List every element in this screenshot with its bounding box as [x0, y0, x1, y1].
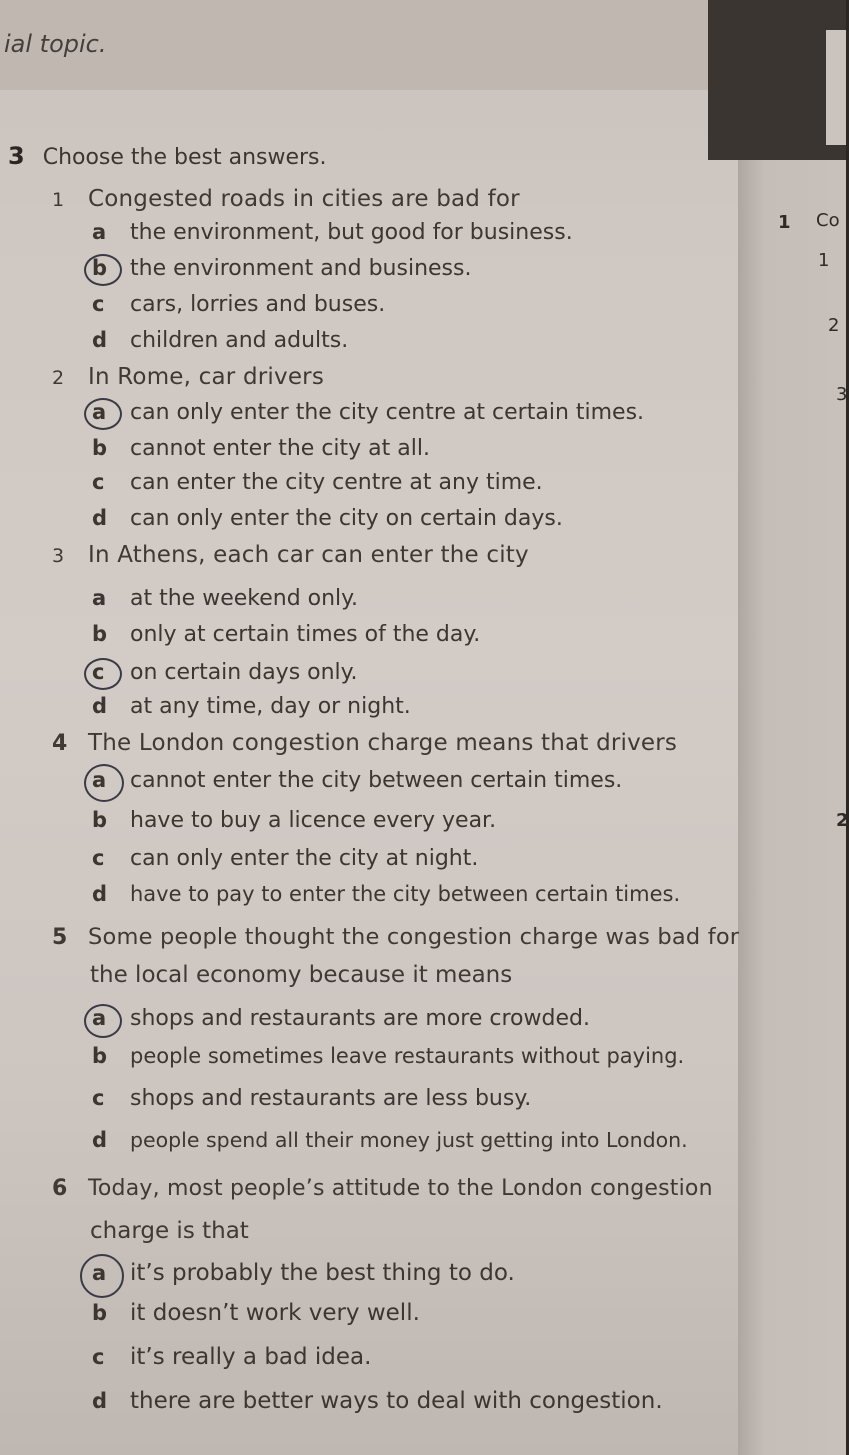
- option-text: shops and restaurants are less busy.: [130, 1086, 532, 1111]
- q2-option-d[interactable]: [88, 506, 563, 531]
- option-letter: a: [92, 768, 107, 792]
- q1-option-b[interactable]: [88, 256, 471, 281]
- facing-page-item-4: 2: [836, 810, 849, 831]
- question-6: [52, 1176, 713, 1201]
- option-letter: c: [92, 1086, 105, 1110]
- q5-option-b[interactable]: [88, 1044, 684, 1068]
- question-text: Some people thought the congestion charge was bad for: [88, 924, 740, 950]
- question-5-continuation: the local economy because it means: [90, 962, 513, 988]
- q4-option-a[interactable]: [88, 768, 622, 793]
- option-text: cannot enter the city between certain times.: [130, 768, 623, 793]
- header-fragment: ial topic.: [4, 30, 107, 58]
- option-text: people spend all their money just getting into London.: [130, 1128, 688, 1152]
- q6-option-b[interactable]: [88, 1300, 420, 1326]
- q3-option-a[interactable]: [88, 586, 358, 611]
- facing-page-item-3: 3: [836, 384, 848, 405]
- question-text: The London congestion charge means that drivers: [88, 730, 678, 756]
- question-number: 1: [52, 189, 65, 211]
- option-text: only at certain times of the day.: [130, 622, 481, 647]
- question-number: 6: [52, 1176, 68, 1201]
- option-text: on certain days only.: [130, 660, 358, 685]
- option-letter: c: [92, 470, 105, 494]
- q5-option-a[interactable]: [88, 1006, 590, 1031]
- q5-option-d[interactable]: [88, 1128, 688, 1152]
- question-number: 4: [52, 731, 68, 756]
- option-letter: d: [92, 1389, 108, 1413]
- option-letter: b: [92, 622, 108, 646]
- option-letter: d: [92, 694, 108, 718]
- option-text: cars, lorries and buses.: [130, 292, 386, 317]
- option-text: people sometimes leave restaurants without paying.: [130, 1044, 685, 1068]
- option-text: children and adults.: [130, 328, 349, 353]
- option-text: at the weekend only.: [130, 586, 359, 611]
- option-letter: a: [92, 1006, 107, 1030]
- option-text: have to buy a licence every year.: [130, 808, 497, 833]
- option-letter: d: [92, 882, 108, 906]
- question-text: Congested roads in cities are bad for: [88, 186, 520, 212]
- facing-page-heading-text: Co: [816, 210, 840, 231]
- side-panel-box: [826, 30, 846, 145]
- option-text: it’s really a bad idea.: [130, 1344, 372, 1370]
- q1-option-d[interactable]: [88, 328, 348, 353]
- q3-option-c[interactable]: [88, 660, 358, 685]
- option-text: have to pay to enter the city between certain times.: [130, 882, 681, 906]
- exercise-instruction: Choose the best answers.: [42, 145, 327, 170]
- option-text: can only enter the city at night.: [130, 846, 479, 871]
- q4-option-b[interactable]: [88, 808, 496, 833]
- option-text: shops and restaurants are more crowded.: [130, 1006, 590, 1031]
- option-letter: b: [92, 1044, 108, 1068]
- q6-option-a[interactable]: [88, 1260, 515, 1286]
- facing-page: [738, 160, 846, 1455]
- question-5: [52, 924, 739, 950]
- option-letter: d: [92, 506, 108, 530]
- facing-page-item-2: 2: [828, 315, 840, 336]
- option-letter: b: [92, 256, 108, 280]
- question-2: [52, 364, 324, 390]
- question-number: 2: [52, 367, 65, 389]
- question-text: In Rome, car drivers: [88, 364, 325, 390]
- option-text: can only enter the city on certain days.: [130, 506, 563, 531]
- q4-option-d[interactable]: [88, 882, 680, 906]
- option-letter: b: [92, 1301, 108, 1325]
- facing-page-heading-number: 1: [778, 212, 791, 233]
- q5-option-c[interactable]: [88, 1086, 531, 1111]
- option-text: can only enter the city centre at certain times.: [130, 400, 645, 425]
- q6-option-d[interactable]: [88, 1388, 663, 1414]
- option-letter: b: [92, 808, 108, 832]
- option-letter: a: [92, 220, 107, 244]
- option-text: the environment and business.: [130, 256, 472, 281]
- q3-option-b[interactable]: [88, 622, 480, 647]
- option-text: can enter the city centre at any time.: [130, 470, 543, 495]
- option-letter: d: [92, 1128, 108, 1152]
- option-letter: c: [92, 1345, 105, 1369]
- option-text: at any time, day or night.: [130, 694, 411, 719]
- option-text: it doesn’t work very well.: [130, 1300, 420, 1326]
- q3-option-d[interactable]: [88, 694, 411, 719]
- question-3: [52, 542, 529, 568]
- question-text: Today, most people’s attitude to the London congestion: [88, 1176, 713, 1201]
- option-letter: b: [92, 436, 108, 460]
- question-text: In Athens, each car can enter the city: [88, 542, 529, 568]
- q1-option-c[interactable]: [88, 292, 385, 317]
- q2-option-c[interactable]: [88, 470, 543, 495]
- exercise-number: 3: [8, 142, 25, 170]
- question-6-continuation: charge is that: [90, 1218, 249, 1244]
- option-letter: c: [92, 660, 105, 684]
- question-number: 3: [52, 545, 65, 567]
- facing-page-item-1: 1: [818, 250, 830, 271]
- option-text: there are better ways to deal with congestion.: [130, 1388, 663, 1414]
- question-number: 5: [52, 925, 68, 950]
- option-letter: d: [92, 328, 108, 352]
- option-letter: a: [92, 400, 107, 424]
- question-1: [52, 186, 520, 212]
- q6-option-c[interactable]: [88, 1344, 371, 1370]
- option-text: cannot enter the city at all.: [130, 436, 430, 461]
- option-text: the environment, but good for business.: [130, 220, 573, 245]
- q4-option-c[interactable]: [88, 846, 478, 871]
- exercise-header: [8, 142, 327, 170]
- q2-option-b[interactable]: [88, 436, 430, 461]
- q2-option-a[interactable]: [88, 400, 644, 425]
- option-letter: c: [92, 846, 105, 870]
- option-letter: a: [92, 1261, 107, 1285]
- option-text: it’s probably the best thing to do.: [130, 1260, 515, 1286]
- question-4: [52, 730, 677, 756]
- q1-option-a[interactable]: [88, 220, 573, 245]
- option-letter: c: [92, 292, 105, 316]
- option-letter: a: [92, 586, 107, 610]
